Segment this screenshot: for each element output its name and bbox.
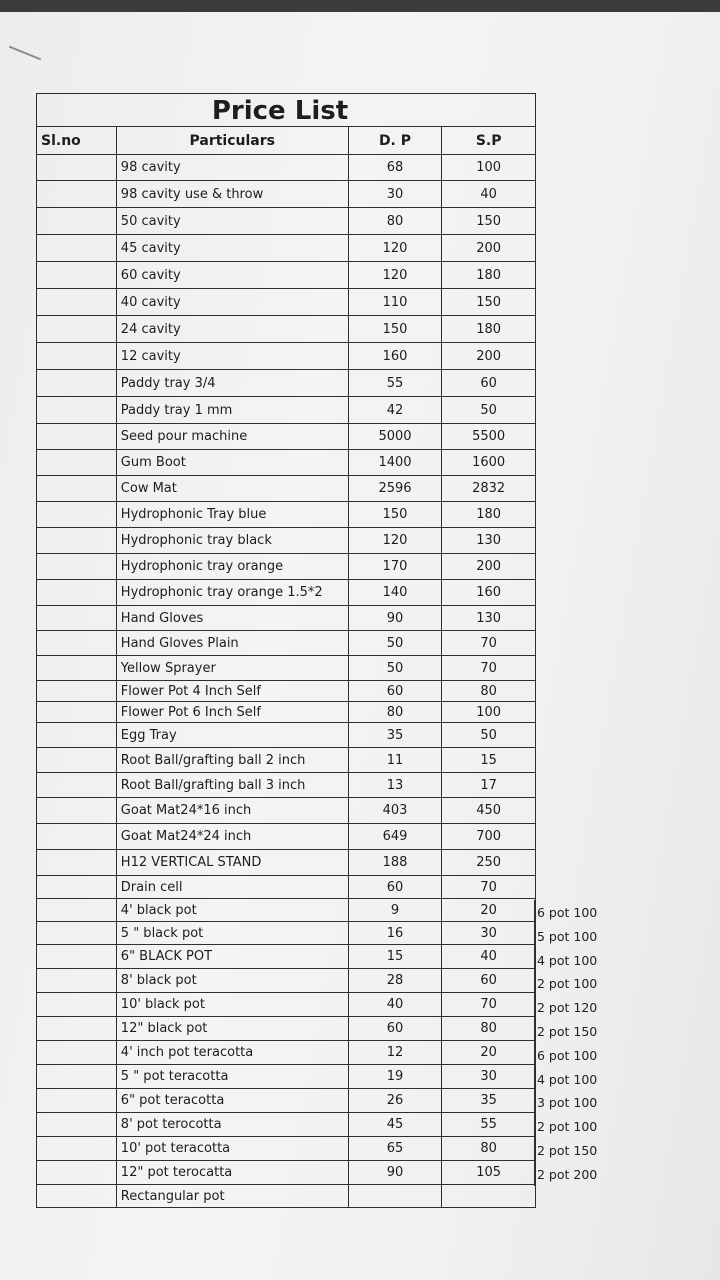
row-sp [442,1185,536,1208]
row-slno [37,723,117,748]
row-slno [37,1113,117,1137]
row-slno [37,554,117,580]
row-sp: 30 [442,922,536,945]
side-note: 6 pot 100 [534,900,630,924]
row-sp: 30 [442,1065,536,1089]
row-dp: 13 [348,773,442,798]
row-slno [37,1185,117,1208]
row-particulars: 12" pot terocatta [116,1161,348,1185]
table-row [37,235,536,262]
row-particulars: 12" black pot [116,1017,348,1041]
row-slno [37,748,117,773]
row-slno [37,289,117,316]
table-row [37,631,536,656]
row-particulars: Paddy tray 3/4 [116,370,348,397]
row-particulars: 5 " black pot [116,922,348,945]
row-slno [37,773,117,798]
row-slno [37,922,117,945]
row-dp: 120 [348,235,442,262]
row-sp: 50 [442,397,536,424]
row-slno [37,370,117,397]
row-dp: 35 [348,723,442,748]
header-dp: D. P [348,127,442,155]
row-slno [37,656,117,681]
table-row [37,1089,536,1113]
header-slno: Sl.no [37,127,117,155]
row-dp: 90 [348,1161,442,1185]
table-header-row [37,127,536,155]
row-sp: 80 [442,681,536,702]
row-sp: 70 [442,656,536,681]
table-row [37,262,536,289]
row-slno [37,945,117,969]
row-dp: 45 [348,1113,442,1137]
row-slno [37,969,117,993]
row-slno [37,824,117,850]
row-sp: 55 [442,1113,536,1137]
row-sp: 80 [442,1017,536,1041]
row-sp: 250 [442,850,536,876]
row-sp: 40 [442,181,536,208]
row-sp: 70 [442,993,536,1017]
row-particulars: 12 cavity [116,343,348,370]
row-particulars: Goat Mat24*24 inch [116,824,348,850]
row-particulars: Root Ball/grafting ball 2 inch [116,748,348,773]
row-dp: 12 [348,1041,442,1065]
row-dp: 150 [348,316,442,343]
row-particulars: Root Ball/grafting ball 3 inch [116,773,348,798]
row-slno [37,397,117,424]
row-slno [37,681,117,702]
row-sp: 200 [442,235,536,262]
row-particulars: 5 " pot teracotta [116,1065,348,1089]
table-row [37,397,536,424]
row-sp: 100 [442,702,536,723]
row-slno [37,155,117,181]
table-row [37,289,536,316]
row-particulars: 40 cavity [116,289,348,316]
row-particulars: Yellow Sprayer [116,656,348,681]
table-row [37,1185,536,1208]
price-table [36,126,536,1208]
table-row [37,993,536,1017]
table-row [37,1113,536,1137]
row-sp: 130 [442,528,536,554]
row-slno [37,1065,117,1089]
row-slno [37,1137,117,1161]
row-dp: 120 [348,262,442,289]
row-dp: 649 [348,824,442,850]
table-row [37,922,536,945]
row-slno [37,235,117,262]
row-slno [37,476,117,502]
table-row [37,580,536,606]
table-row [37,554,536,580]
row-dp [348,1185,442,1208]
side-note: 2 pot 150 [534,1019,630,1043]
row-sp: 130 [442,606,536,631]
table-row [37,343,536,370]
table-row [37,656,536,681]
row-slno [37,1161,117,1185]
row-dp: 15 [348,945,442,969]
row-dp: 28 [348,969,442,993]
row-particulars: 10' black pot [116,993,348,1017]
table-row [37,1041,536,1065]
row-particulars: Rectangular pot [116,1185,348,1208]
row-particulars: 8' black pot [116,969,348,993]
row-dp: 2596 [348,476,442,502]
header-particulars: Particulars [116,127,348,155]
row-sp: 15 [442,748,536,773]
row-particulars: 24 cavity [116,316,348,343]
row-slno [37,424,117,450]
row-dp: 403 [348,798,442,824]
row-dp: 30 [348,181,442,208]
row-particulars: Hand Gloves Plain [116,631,348,656]
row-slno [37,502,117,528]
side-note: 4 pot 100 [534,1067,630,1091]
row-dp: 26 [348,1089,442,1113]
row-slno [37,450,117,476]
side-note: 2 pot 150 [534,1138,630,1162]
row-dp: 60 [348,1017,442,1041]
row-sp: 80 [442,1137,536,1161]
row-dp: 90 [348,606,442,631]
row-particulars: 50 cavity [116,208,348,235]
row-particulars: 6" pot teracotta [116,1089,348,1113]
table-row [37,1137,536,1161]
row-sp: 40 [442,945,536,969]
row-dp: 60 [348,876,442,899]
row-sp: 70 [442,876,536,899]
row-particulars: Flower Pot 6 Inch Self [116,702,348,723]
table-row [37,945,536,969]
table-row [37,528,536,554]
row-particulars: Hand Gloves [116,606,348,631]
row-slno [37,262,117,289]
table-row [37,1065,536,1089]
row-slno [37,798,117,824]
row-slno [37,899,117,922]
row-dp: 60 [348,681,442,702]
row-dp: 9 [348,899,442,922]
row-particulars: Seed pour machine [116,424,348,450]
table-row [37,502,536,528]
table-row [37,370,536,397]
row-sp: 200 [442,343,536,370]
header-sp: S.P [442,127,536,155]
table-row [37,1017,536,1041]
row-slno [37,702,117,723]
row-particulars: 4' inch pot teracotta [116,1041,348,1065]
row-sp: 450 [442,798,536,824]
row-slno [37,343,117,370]
row-particulars: H12 VERTICAL STAND [116,850,348,876]
row-particulars: 8' pot terocotta [116,1113,348,1137]
row-dp: 40 [348,993,442,1017]
row-slno [37,606,117,631]
row-particulars: 60 cavity [116,262,348,289]
page-title: Price List [211,96,349,126]
row-sp: 180 [442,262,536,289]
row-dp: 50 [348,631,442,656]
side-note: 2 pot 100 [534,1114,630,1138]
row-dp: 42 [348,397,442,424]
side-note: 2 pot 100 [534,971,630,995]
row-dp: 80 [348,208,442,235]
row-particulars: 6" BLACK POT [116,945,348,969]
table-row [37,850,536,876]
row-particulars: Goat Mat24*16 inch [116,798,348,824]
row-sp: 60 [442,969,536,993]
row-sp: 35 [442,1089,536,1113]
table-row [37,424,536,450]
row-particulars: 4' black pot [116,899,348,922]
row-particulars: Flower Pot 4 Inch Self [116,681,348,702]
table-row [37,606,536,631]
row-particulars: Paddy tray 1 mm [116,397,348,424]
row-sp: 150 [442,208,536,235]
side-notes [534,900,630,1186]
row-sp: 180 [442,502,536,528]
row-sp: 50 [442,723,536,748]
row-dp: 11 [348,748,442,773]
row-sp: 20 [442,1041,536,1065]
row-particulars: Hydrophonic tray black [116,528,348,554]
row-slno [37,1041,117,1065]
row-sp: 70 [442,631,536,656]
row-dp: 55 [348,370,442,397]
row-sp: 200 [442,554,536,580]
row-dp: 140 [348,580,442,606]
row-particulars: Hydrophonic tray orange 1.5*2 [116,580,348,606]
table-row [37,824,536,850]
row-dp: 16 [348,922,442,945]
table-row [37,155,536,181]
row-particulars: 98 cavity [116,155,348,181]
row-particulars: Hydrophonic Tray blue [116,502,348,528]
table-row [37,876,536,899]
table-row [37,748,536,773]
row-slno [37,528,117,554]
table-row [37,181,536,208]
row-dp: 170 [348,554,442,580]
row-sp: 150 [442,289,536,316]
table-row [37,702,536,723]
row-sp: 180 [442,316,536,343]
row-dp: 80 [348,702,442,723]
table-row [37,899,536,922]
side-note: 2 pot 120 [534,995,630,1019]
row-slno [37,631,117,656]
row-sp: 700 [442,824,536,850]
row-slno [37,181,117,208]
row-dp: 150 [348,502,442,528]
table-row [37,450,536,476]
table-row [37,1161,536,1185]
table-row [37,969,536,993]
row-dp: 5000 [348,424,442,450]
row-slno [37,580,117,606]
row-dp: 120 [348,528,442,554]
row-dp: 68 [348,155,442,181]
row-sp: 105 [442,1161,536,1185]
row-particulars: Cow Mat [116,476,348,502]
row-particulars: Gum Boot [116,450,348,476]
row-dp: 65 [348,1137,442,1161]
side-note: 3 pot 100 [534,1090,630,1114]
row-sp: 2832 [442,476,536,502]
row-slno [37,850,117,876]
row-slno [37,1089,117,1113]
table-row [37,773,536,798]
side-note: 6 pot 100 [534,1043,630,1067]
row-sp: 20 [442,899,536,922]
row-dp: 19 [348,1065,442,1089]
row-slno [37,208,117,235]
row-sp: 160 [442,580,536,606]
row-dp: 160 [348,343,442,370]
row-sp: 60 [442,370,536,397]
row-particulars: Egg Tray [116,723,348,748]
table-row [37,681,536,702]
row-sp: 17 [442,773,536,798]
table-row [37,798,536,824]
row-slno [37,316,117,343]
row-particulars: 10' pot teracotta [116,1137,348,1161]
row-slno [37,993,117,1017]
row-slno [37,876,117,899]
side-note: 5 pot 100 [534,924,630,948]
row-particulars: Drain cell [116,876,348,899]
row-particulars: Hydrophonic tray orange [116,554,348,580]
side-note: 2 pot 200 [534,1162,630,1186]
row-sp: 1600 [442,450,536,476]
row-dp: 1400 [348,450,442,476]
table-body [37,155,536,1208]
side-note: 4 pot 100 [534,948,630,972]
table-row [37,316,536,343]
row-dp: 110 [348,289,442,316]
table-row [37,476,536,502]
row-sp: 100 [442,155,536,181]
table-row [37,723,536,748]
row-particulars: 45 cavity [116,235,348,262]
row-slno [37,1017,117,1041]
row-sp: 5500 [442,424,536,450]
row-dp: 50 [348,656,442,681]
row-particulars: 98 cavity use & throw [116,181,348,208]
row-dp: 188 [348,850,442,876]
table-row [37,208,536,235]
